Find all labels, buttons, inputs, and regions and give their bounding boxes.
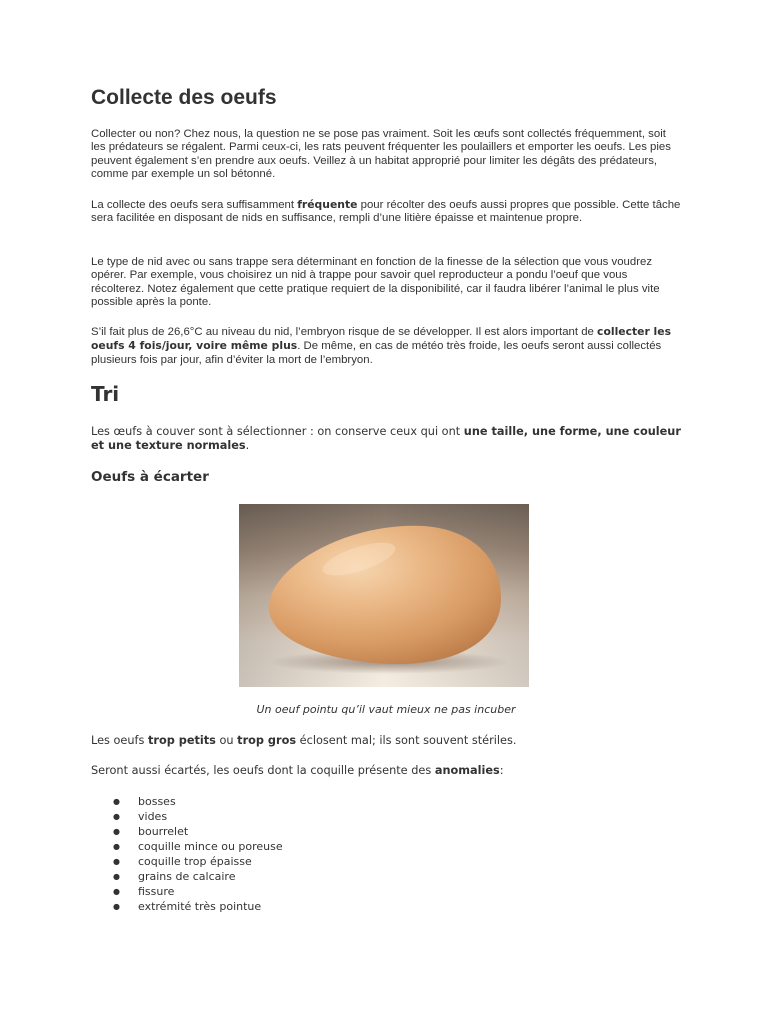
paragraph-size xyxy=(91,734,681,748)
list-item-label: coquille trop épaisse xyxy=(138,855,252,868)
text-run: ou xyxy=(215,734,238,747)
bold-anomalies: anomalies xyxy=(434,764,500,777)
paragraph-collect-intro: Collecter ou non? Chez nous, la question ne se pose pas vraiment. Soit les œufs sont collectés fréquemment, soit les prédateurs se régalent. Parmi ceux-ci, les rats peuvent fréquenter les poulaillers et emporter les oeufs. Les pies peuvent également s’en prendre aux oeufs. Veillez à un habitat approprié pour limiter les dégâts des prédateurs, comme par exemple un sol bétonné. xyxy=(91,128,671,180)
text-run: Les œufs à couver sont à sélectionner : on conserve ceux qui ont xyxy=(91,425,464,438)
bullet-icon: ● xyxy=(113,857,120,866)
list-item-label: grains de calcaire xyxy=(138,870,236,883)
bullet-icon: ● xyxy=(113,812,120,821)
bullet-icon: ● xyxy=(113,887,120,896)
bullet-icon: ● xyxy=(113,872,120,881)
anomalies-list xyxy=(91,794,283,914)
egg-illustration xyxy=(239,504,529,687)
egg-photo xyxy=(239,504,529,687)
bullet-icon: ● xyxy=(113,797,120,806)
list-item xyxy=(91,854,283,869)
list-item-label: bosses xyxy=(138,795,176,808)
list-item xyxy=(91,899,283,914)
text-run: . xyxy=(245,438,250,452)
text-run: éclosent mal; ils sont souvent stériles. xyxy=(296,734,517,747)
bold-collect-frequency: collecter les oeufs 4 fois/jour, voire même plus xyxy=(91,325,672,353)
bullet-icon: ● xyxy=(113,827,120,836)
text-run: : xyxy=(499,764,504,777)
section-title-tri: Tri xyxy=(91,382,120,406)
text-run: . De même, en cas de météo très froide, les oeufs seront aussi collectés plusieurs fois par jour, afin d’éviter la mort de l’embryon. xyxy=(91,340,662,366)
list-item-label: fissure xyxy=(138,885,175,898)
list-item-label: extrémité très pointue xyxy=(138,900,262,913)
bold-too-big: trop gros xyxy=(237,734,297,747)
paragraph-nest-type: Le type de nid avec ou sans trappe sera déterminant en fonction de la finesse de la sélection que vous voudrez opérer. Par exemple, vous choisirez un nid à trappe pour savoir quel reproducteur a pondu l’oeuf que vous récolterez. Notez également que cette pratique requiert de la disponibilité, car il faudra libérer l’animal le plus vite possible après la ponte. xyxy=(91,256,660,308)
paragraph-anomalies xyxy=(91,764,681,778)
bold-frequente: fréquente xyxy=(297,198,358,211)
list-item xyxy=(91,869,283,884)
list-item-label: bourrelet xyxy=(138,825,189,838)
bullet-icon: ● xyxy=(113,902,120,911)
bullet-icon: ● xyxy=(113,842,120,851)
list-item-label: coquille mince ou poreuse xyxy=(138,840,283,853)
text-run: S’il fait plus de 26,6°C au niveau du nid, l’embryon risque de se développer. Il est alors important de xyxy=(91,326,598,338)
list-item xyxy=(91,839,283,854)
paragraph-selection xyxy=(91,425,681,452)
list-item xyxy=(91,794,283,809)
list-item xyxy=(91,884,283,899)
text-run: Seront aussi écartés, les oeufs dont la coquille présente des xyxy=(91,764,435,777)
list-item xyxy=(91,824,283,839)
bold-too-small: trop petits xyxy=(148,734,216,747)
photo-caption: Un oeuf pointu qu’il vaut mieux ne pas incuber xyxy=(256,703,516,716)
text-run: pour récolter des oeufs aussi propres que possible. Cette tâche sera facilitée en disposant de nids en suffisance, rempli d’une litière épaisse et maintenue propre. xyxy=(91,199,681,225)
text-run: Les oeufs xyxy=(91,734,148,747)
text-run: La collecte des oeufs sera suffisamment xyxy=(91,199,298,211)
bold-criteria: une taille, une forme, une couleur et une texture normales xyxy=(91,425,681,452)
paragraph-collect-frequency xyxy=(91,198,681,226)
page-title: Collecte des oeufs xyxy=(91,86,277,109)
paragraph-temperature xyxy=(91,325,681,367)
subsection-title-rejected-eggs: Oeufs à écarter xyxy=(91,469,209,485)
list-item xyxy=(91,809,283,824)
list-item-label: vides xyxy=(138,810,168,823)
